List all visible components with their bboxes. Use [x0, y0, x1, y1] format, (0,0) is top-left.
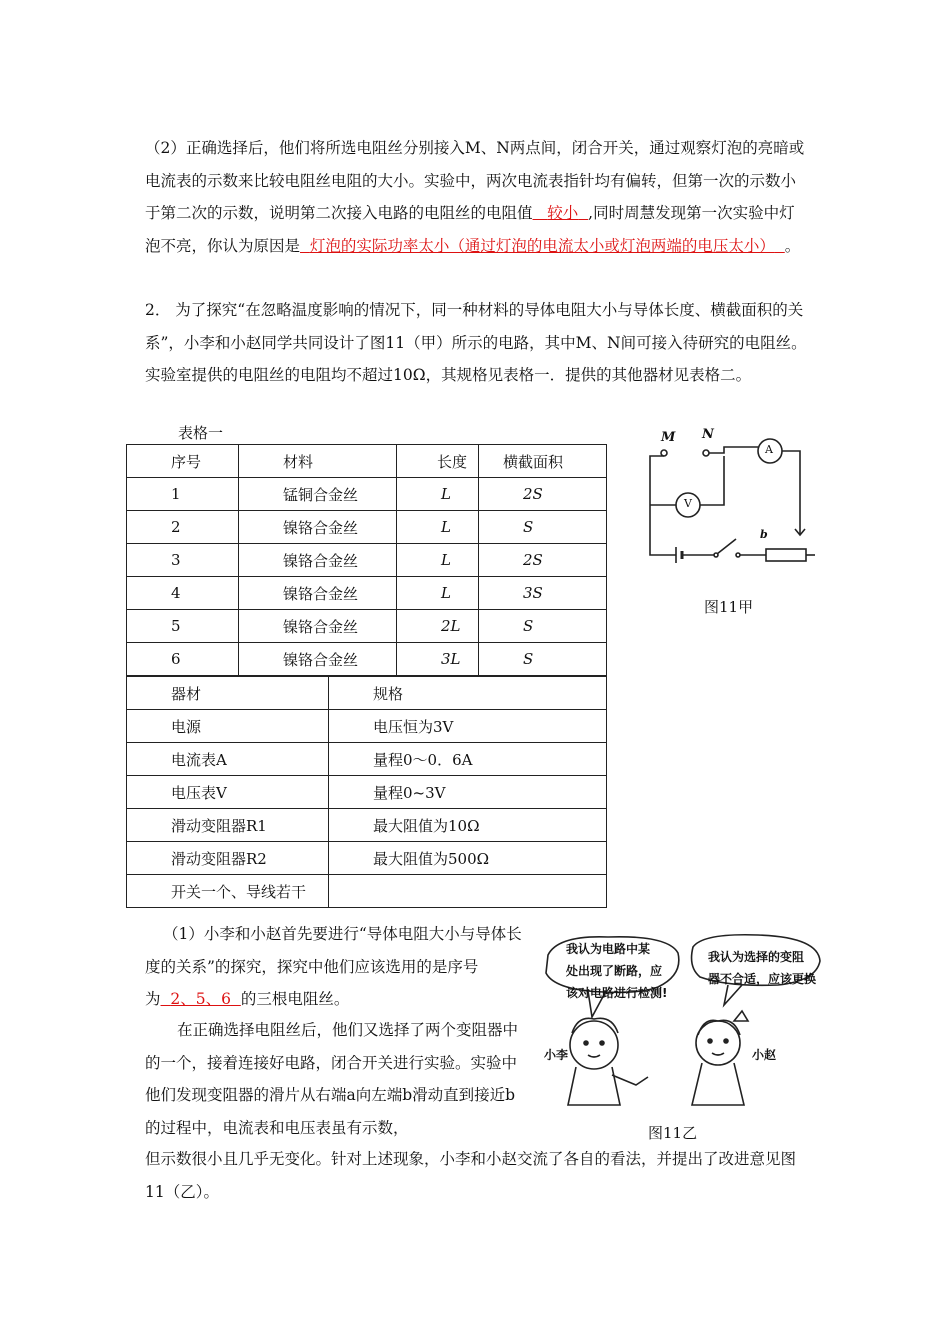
paragraph-2: 2． 为了探究“在忽略温度影响的情况下，同一种材料的导体电阻大小与导体长度、横截面积的关系”，小李和小赵同学共同设计了图11（甲）所示的电路，其中M、N间可接入待研究的电阻丝。实验室提供的电阻丝的电阻均不超过10Ω，其规格见表格一．提供的其他器材见表格二。 — [145, 301, 807, 384]
table-cell: 电流表A — [127, 743, 329, 776]
table-cell: 3 — [127, 544, 239, 577]
table1-header: 长度 — [397, 445, 479, 478]
speech-line: 我认为选择的变阻 — [708, 950, 805, 964]
table-cell: 电源 — [127, 710, 329, 743]
table-cell: L — [397, 478, 479, 511]
circuit-diagram — [640, 425, 820, 570]
label-b: b — [760, 528, 768, 541]
paragraph-final-b: 但示数很小且几乎无变化。针对上述现象，小李和小赵交流了各自的看法，并提出了改进意见图11（乙）。 — [145, 1150, 797, 1201]
table-cell: 镍铬合金丝 — [239, 544, 397, 577]
table-cell: 3L — [397, 643, 479, 676]
table-cell: 镍铬合金丝 — [239, 610, 397, 643]
table-cell: 2S — [479, 478, 607, 511]
figure-11b-caption: 图11乙 — [648, 1124, 698, 1142]
q1-text-1: （1）小李和小赵首先要进行“导体电阻大小与导体长度的关系”的探究，探究中他们应该选用的是序号为 — [145, 925, 522, 1008]
table1-header: 材料 — [239, 445, 397, 478]
terminal-n — [703, 450, 709, 456]
figure-11a-caption: 图11甲 — [704, 598, 754, 616]
rheostat-icon — [766, 549, 806, 561]
table-cell: 开关一个、导线若干 — [127, 875, 329, 908]
speech-line: 器不合适，应该更换 — [708, 972, 817, 986]
table1-header-row — [127, 445, 607, 478]
table-cell: 电压表V — [127, 776, 329, 809]
table2-header: 规格 — [329, 677, 607, 710]
speech-text-li — [566, 938, 667, 1004]
table-row — [127, 809, 607, 842]
table2-header: 器材 — [127, 677, 329, 710]
table-row — [127, 610, 607, 643]
table-cell: 6 — [127, 643, 239, 676]
table-cell: 最大阻值为500Ω — [329, 842, 607, 875]
table-cell: S — [479, 610, 607, 643]
table-cell — [329, 875, 607, 908]
speech-line: 该对电路进行检测! — [566, 986, 668, 1000]
table-row — [127, 577, 607, 610]
label-v: V — [684, 497, 692, 510]
terminal-m — [661, 450, 667, 456]
table-row — [127, 643, 607, 676]
table-cell: 2S — [479, 544, 607, 577]
table-cell: L — [397, 544, 479, 577]
speech-line: 我认为电路中某 — [566, 942, 651, 956]
table-cell: 镍铬合金丝 — [239, 643, 397, 676]
table-wire-specs — [126, 444, 607, 676]
table-cell: 2L — [397, 610, 479, 643]
table-cell: S — [479, 643, 607, 676]
q2-answer-2: 灯泡的实际功率太小（通过灯泡的电流太小或灯泡两端的电压太小） — [309, 236, 775, 255]
label-a: A — [765, 443, 773, 456]
table1-header: 序号 — [127, 445, 239, 478]
table-cell: 4 — [127, 577, 239, 610]
table-cell: 1 — [127, 478, 239, 511]
table-cell: 镍铬合金丝 — [239, 577, 397, 610]
table1-header: 横截面积 — [479, 445, 607, 478]
table-row — [127, 842, 607, 875]
speech-line: 处出现了断路，应 — [566, 964, 663, 978]
table-cell: L — [397, 511, 479, 544]
paragraph-q2 — [145, 132, 810, 262]
paragraph-q1 — [145, 918, 523, 1016]
switch-icon — [717, 539, 736, 554]
table-cell: 量程0~3V — [329, 776, 607, 809]
table-cell: 锰铜合金丝 — [239, 478, 397, 511]
name-zhao: 小赵 — [752, 1048, 777, 1062]
table-cell: 电压恒为3V — [329, 710, 607, 743]
speech-text-zhao — [708, 946, 816, 990]
q1-answer: 2、5、6 — [170, 990, 231, 1008]
girl-figure-icon — [696, 1021, 740, 1065]
q2-text-2: ,同时周慧发现第一次实验中灯泡不亮，你认为原因是 — [145, 204, 795, 255]
table-cell: 滑动变阻器R1 — [127, 809, 329, 842]
label-n: N — [702, 427, 714, 442]
table-equipment — [126, 676, 607, 908]
q2-answer-1: 较小 — [547, 204, 579, 222]
table-row — [127, 776, 607, 809]
table2-header-row — [127, 677, 607, 710]
table-cell: L — [397, 577, 479, 610]
boy-figure-icon — [570, 1021, 618, 1069]
table-row — [127, 544, 607, 577]
q2-text-3: 。 — [784, 236, 801, 255]
q2-text-1: （2）正确选择后，他们将所选电阻丝分别接入M、N两点间，闭合开关，通过观察灯泡的亮暗或电流表的示数来比较电阻丝电阻的大小。实验中，两次电流表指针均有偏转，但第一次的示数小于第二次的示数，说明第二次接入电路的电阻丝的电阻值 — [145, 139, 805, 222]
paragraph-final-a: 在正确选择电阻丝后，他们又选择了两个变阻器中的一个，接着连接好电路，闭合开关进行实验。实验中他们发现变阻器的滑片从右端a向左端b滑动直到接近b的过程中，电流表和电压表虽有示数， — [145, 1021, 519, 1137]
table-row — [127, 743, 607, 776]
table-cell: S — [479, 511, 607, 544]
table-cell: 滑动变阻器R2 — [127, 842, 329, 875]
table-row — [127, 875, 607, 908]
table-cell: 最大阻值为10Ω — [329, 809, 607, 842]
table-cell: 2 — [127, 511, 239, 544]
table-cell: 3S — [479, 577, 607, 610]
table-row — [127, 710, 607, 743]
table-row — [127, 511, 607, 544]
table-cell: 量程0～0．6A — [329, 743, 607, 776]
table1-caption: 表格一 — [178, 424, 224, 442]
q1-text-2: 的三根电阻丝。 — [240, 990, 350, 1008]
label-m: M — [661, 430, 676, 445]
name-li: 小李 — [544, 1048, 569, 1062]
table-cell: 镍铬合金丝 — [239, 511, 397, 544]
table-cell: 5 — [127, 610, 239, 643]
table-row — [127, 478, 607, 511]
